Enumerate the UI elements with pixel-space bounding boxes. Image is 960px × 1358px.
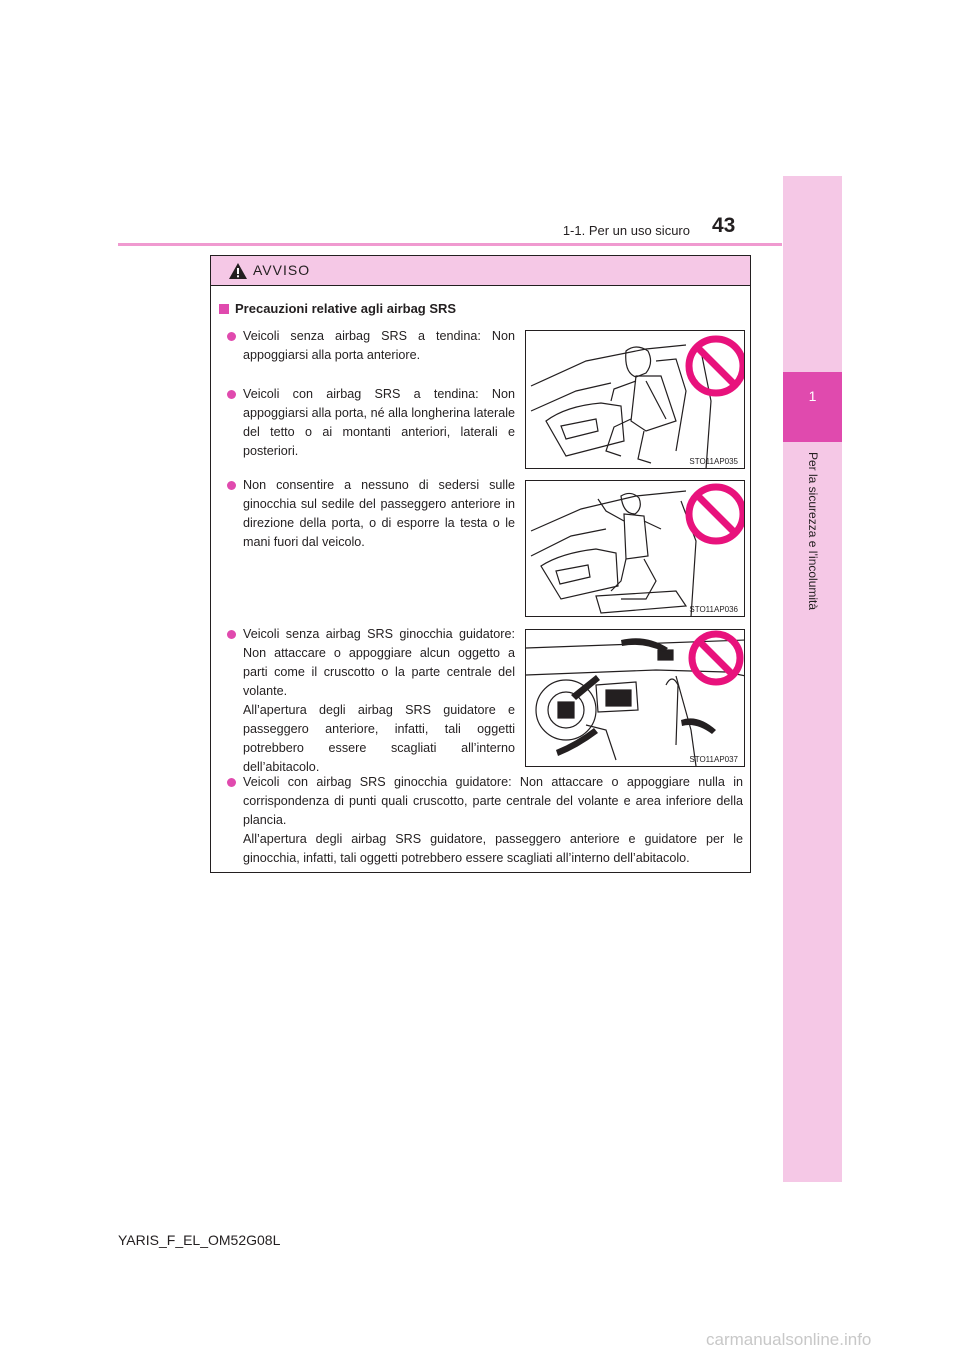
header-section-title: 1-1. Per un uso sicuro	[562, 223, 690, 238]
bullet-dot-icon	[227, 332, 236, 341]
figure-code: STO11AP036	[689, 605, 738, 614]
bullet-item	[243, 625, 515, 777]
bullet-dot-icon	[227, 481, 236, 490]
bullet-text: Veicoli senza airbag SRS ginocchia guidatore: Non attaccare o appoggiare alcun oggetto a parti come il cruscotto o la parte centrale del volante. All’apertura degli airbag SRS guidatore e passeggero anteriore, infatti, tali oggetti potrebbero essere scagliati all’interno dell’abitacolo.	[243, 627, 515, 774]
illustration-kneeling-on-seat	[525, 480, 745, 617]
figure-code: STO11AP037	[689, 755, 738, 764]
chapter-tab-marker	[783, 372, 842, 442]
bullet-item	[243, 327, 515, 365]
warning-header	[211, 256, 750, 286]
bullet-dot-icon	[227, 630, 236, 639]
watermark: carmanualsonline.info	[706, 1330, 872, 1349]
document-code: YARIS_F_EL_OM52G08L	[118, 1232, 281, 1248]
bullet-text: Non consentire a nessuno di sedersi sulle ginocchia sul sedile del passeggero anteriore in direzione della porta, o di esporre la testa o le mani fuori dal veicolo.	[243, 478, 515, 549]
warning-box	[210, 255, 751, 873]
warning-title: AVVISO	[253, 262, 311, 278]
bullet-text: Veicoli senza airbag SRS a tendina: Non appoggiarsi alla porta anteriore.	[243, 329, 515, 362]
illustration-leaning-on-door	[525, 330, 745, 469]
bullet-dot-icon	[227, 778, 236, 787]
bullet-item	[243, 773, 743, 868]
square-bullet-icon	[219, 304, 229, 314]
section-heading	[219, 301, 456, 316]
bullet-item	[243, 385, 515, 461]
figure-code: STO11AP035	[689, 457, 738, 466]
section-heading-text: Precauzioni relative agli airbag SRS	[235, 301, 457, 316]
bullet-dot-icon	[227, 390, 236, 399]
bullet-text: Veicoli con airbag SRS a tendina: Non appoggiarsi alla porta, né alla longherina laterale del tetto o ai montanti anteriori, laterali e posteriori.	[243, 387, 515, 458]
chapter-side-tab	[783, 176, 842, 1182]
warning-triangle-icon	[228, 262, 248, 280]
illustration-dashboard-objects	[525, 629, 745, 767]
header-divider	[118, 243, 782, 246]
bullet-text: Veicoli con airbag SRS ginocchia guidatore: Non attaccare o appoggiare nulla in corrispondenza di punti quali cruscotto, parte centrale del volante e area inferiore della plancia. All’apertura degli airbag SRS guidatore, passeggero anteriore e guidatore per le ginocchia, infatti, tali oggetti potrebbero essere scagliati all’interno dell’abitacolo.	[243, 775, 743, 865]
page-number: 43	[712, 214, 736, 237]
chapter-number: 1	[808, 388, 817, 404]
chapter-title: Per la sicurezza e l’incolumità	[806, 452, 820, 611]
bullet-item	[243, 476, 515, 552]
